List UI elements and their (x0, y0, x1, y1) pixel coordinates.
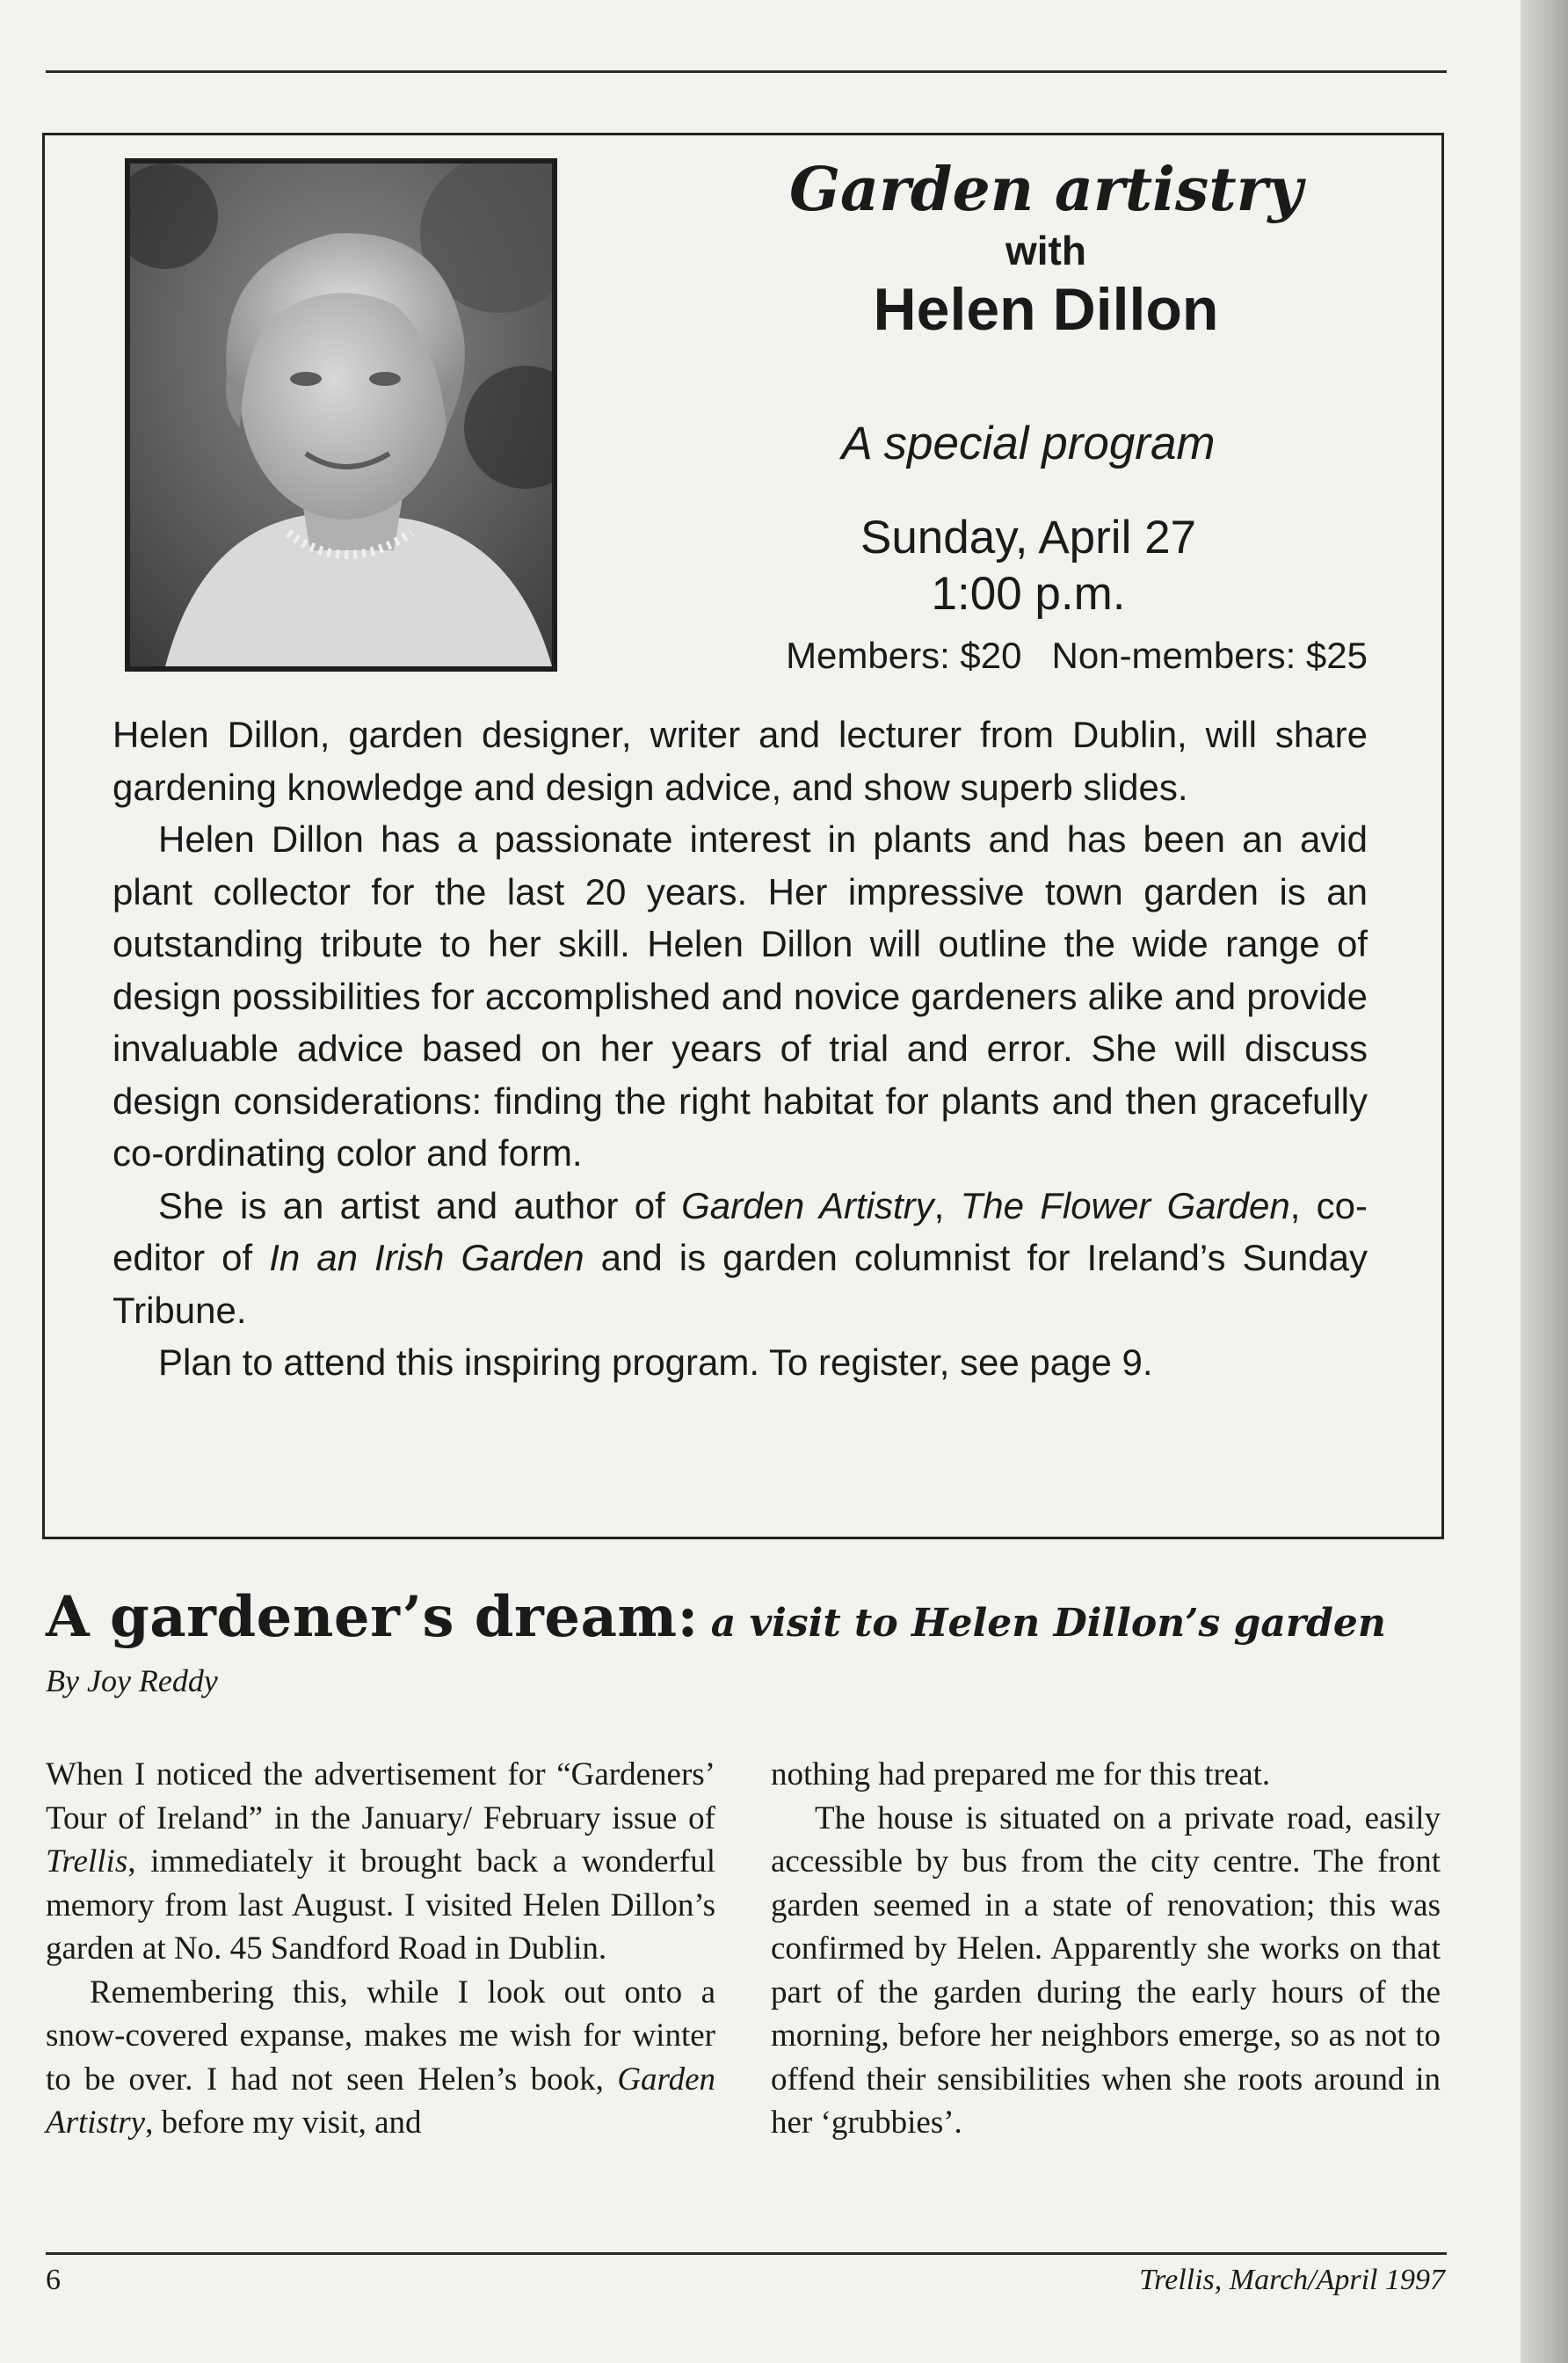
event-description (113, 709, 1368, 1389)
page-number: 6 (46, 2264, 61, 2296)
event-subtitle: A special program (841, 418, 1216, 469)
speaker-name: Helen Dillon (873, 276, 1219, 343)
paragraph (46, 1753, 715, 1971)
event-time: 1:00 p.m. (931, 568, 1126, 620)
article-column-left (46, 1753, 715, 2145)
event-heading (615, 151, 1441, 346)
book-title: Garden Artistry (681, 1184, 934, 1226)
paragraph: nothing had prepared me for this treat. (771, 1756, 1271, 1792)
article-subtitle: a visit to Helen Dillon’s garden (710, 1601, 1386, 1646)
bottom-rule (46, 2252, 1447, 2255)
text-run: and is garden columnist for Ireland’s Sunday Tribune. (113, 1237, 1368, 1331)
paragraph: Helen Dillon, garden designer, writer and lecturer from Dublin, will share gardening knowledge and design advice, and show superb slides. (113, 714, 1368, 808)
speaker-photo (125, 158, 557, 672)
paragraph (46, 1971, 715, 2145)
top-rule (46, 70, 1447, 73)
text-run: Remembering this, while I look out onto a snow-covered expanse, makes me wish for winter to be over. I had not seen Helen’s book, (46, 1974, 715, 2098)
nonmembers-price: Non-members: $25 (1051, 635, 1368, 676)
paragraph (113, 1180, 1368, 1337)
byline: By Joy Reddy (46, 1663, 218, 1698)
text-run: She is an artist and author of (158, 1184, 682, 1226)
paragraph: The house is situated on a private road, easily accessible by bus from the city centre. The front garden seemed in a state of renovation; this was confirmed by Helen. Apparently she works on that part of the garden during the early hours of the morning, before her neighbors emerge, so as not to offend their sensibilities when she roots around in her ‘grubbies’. (771, 1800, 1441, 2141)
book-title: In an Irish Garden (269, 1237, 584, 1278)
paragraph: Helen Dillon has a passionate interest in plants and has been an avid plant collector for the last 20 years. Her impressive town garden is an outstanding tribute to her skill. Helen Dillon will outline the wide range of design possibilities for accomplished and novice gardeners alike and provide invaluable advice based on her years of trial and error. She will discuss design considerations: finding the right habitat for plants and then gracefully co-ordinating color and form. (113, 818, 1368, 1174)
text-run: , co-editor of (113, 1184, 1368, 1278)
article-headline (46, 1584, 1470, 1650)
book-title: The Flower Garden (960, 1184, 1290, 1226)
magazine-title: Trellis (46, 1843, 128, 1879)
page-spine (1521, 0, 1568, 2363)
text-run: , immediately it brought back a wonderful memory from last August. I visited Helen Dillon’s garden at No. 45 Sandford Road in Dublin. (46, 1843, 715, 1967)
article-column-right (771, 1753, 1441, 2145)
event-date: Sunday, April 27 (860, 512, 1197, 563)
text-run: , before my visit, and (145, 2105, 422, 2141)
text-run: , (933, 1184, 961, 1226)
paragraph: Plan to attend this inspiring program. To register, see page 9. (158, 1341, 1153, 1383)
publication-footer: Trellis, March/April 1997 (1139, 2264, 1445, 2296)
article-title: A gardener’s dream: (46, 1584, 699, 1650)
members-price: Members: $20 (786, 635, 1022, 676)
event-title: Garden artistry (788, 155, 1303, 225)
book-title: Garden Artistry (46, 2061, 715, 2141)
portrait-image (130, 164, 552, 666)
event-with: with (1005, 228, 1086, 273)
event-prices (563, 631, 1368, 680)
text-run: When I noticed the advertisement for “Gardeners’ Tour of Ireland” in the January/ February issue of (46, 1756, 715, 1836)
